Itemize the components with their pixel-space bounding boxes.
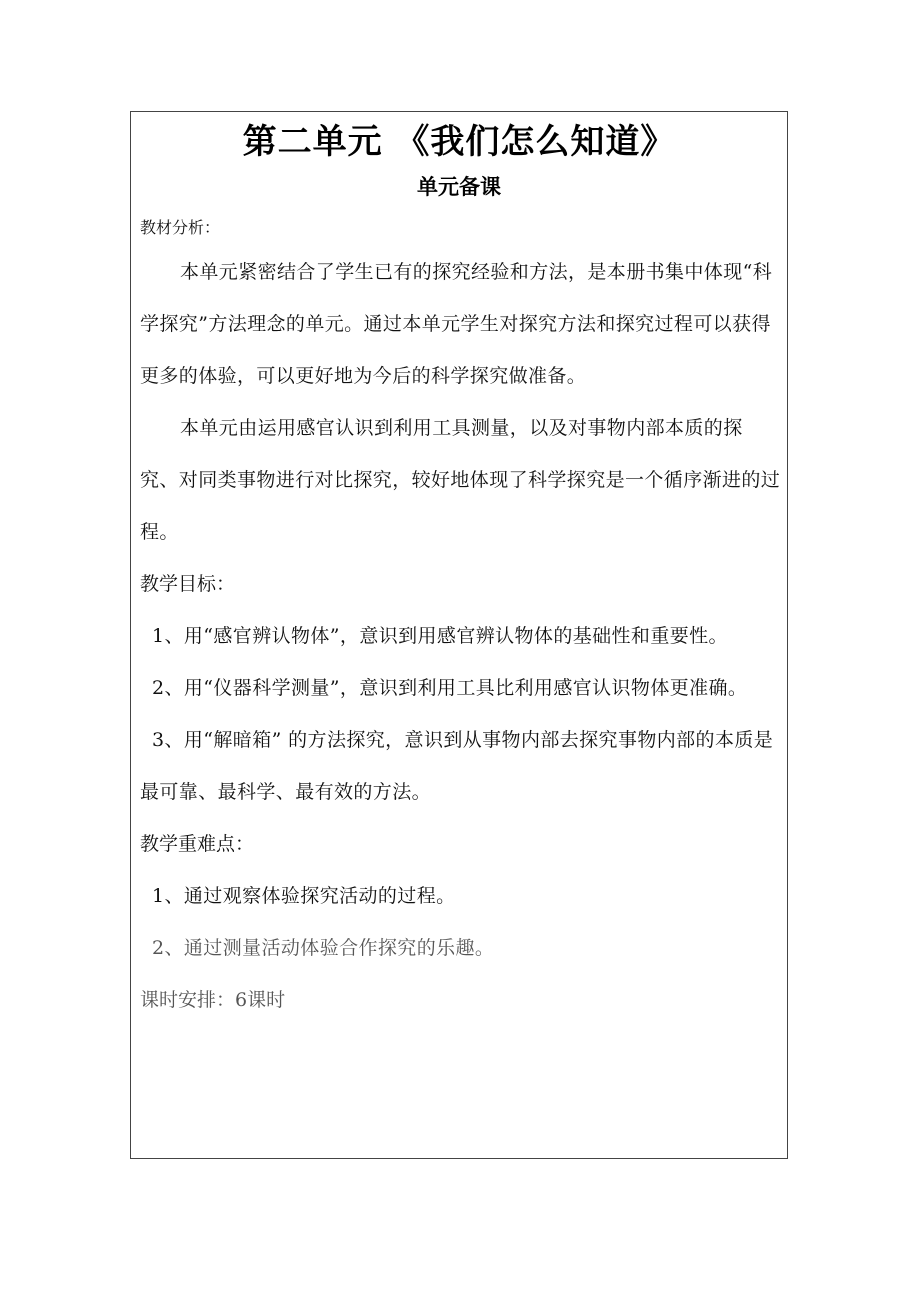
section-heading-teaching-objectives: 教学目标： <box>140 573 236 595</box>
schedule-text: 课时安排：6课时 <box>140 989 286 1011</box>
section-heading-material-analysis: 教材分析： <box>140 218 221 237</box>
document-body <box>140 216 781 1026</box>
document-subtitle: 单元备课 <box>417 175 501 199</box>
paragraph-material-analysis-1: 本单元紧密结合了学生已有的探究经验和方法，是本册书集中体现“科学探究”方法理念的单元。通过本单元学生对探究方法和探究过程可以获得更多的体验，可以更好地为今后的科学探究做准备。 <box>140 261 773 387</box>
objective-item-3: 3、用“解暗箱” 的方法探究，意识到从事物内部去探究事物内部的本质是最可靠、最科学、最有效的方法。 <box>140 729 774 803</box>
objective-item-2: 2、用“仪器科学测量”，意识到利用工具比利用感官认识物体更准确。 <box>152 677 748 699</box>
document-title: 第二单元 《我们怎么知道》 <box>242 122 676 162</box>
difficulty-item-2: 2、通过测量活动体验合作探究的乐趣。 <box>152 937 495 959</box>
lesson-plan-table <box>130 111 788 1159</box>
paragraph-material-analysis-2: 本单元由运用感官认识到利用工具测量，以及对事物内部本质的探究、对同类事物进行对比探究，较好地体现了科学探究是一个循序渐进的过程。 <box>140 417 781 543</box>
difficulty-item-1: 1、通过观察体验探究活动的过程。 <box>152 885 456 907</box>
section-heading-key-difficulties: 教学重难点： <box>140 833 255 855</box>
objective-item-1: 1、用“感官辨认物体”，意识到用感官辨认物体的基础性和重要性。 <box>152 625 728 647</box>
